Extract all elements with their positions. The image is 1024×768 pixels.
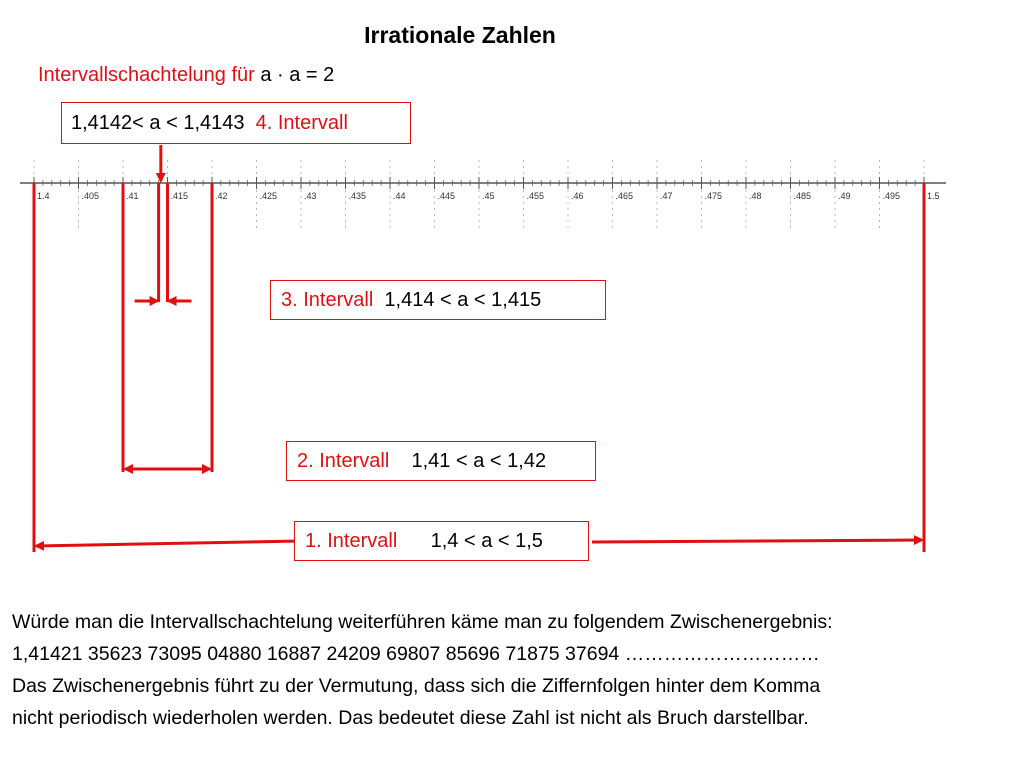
interval-1-left-arrow: [36, 541, 300, 546]
explanation-line-4: nicht periodisch wiederholen werden. Das bedeutet diese Zahl ist nicht als Bruch darstellbar.: [12, 707, 809, 729]
tick-label: .475: [704, 191, 723, 201]
tick-label: .445: [437, 191, 456, 201]
subtitle-formula: a · a = 2: [260, 64, 335, 86]
tick-label: 1.4: [37, 191, 50, 201]
tick-label: .435: [348, 191, 367, 201]
interval-1-box: [294, 521, 589, 561]
tick-label: .42: [215, 191, 228, 201]
page-title: Irrationale Zahlen: [364, 22, 556, 48]
interval-4-box: [61, 102, 411, 144]
tick-label: .425: [259, 191, 278, 201]
tick-label: .43: [304, 191, 317, 201]
interval-1-right-arrow: [592, 540, 922, 542]
interval-2-range: 1,41 < a < 1,42: [411, 450, 547, 472]
tick-label: .455: [526, 191, 545, 201]
tick-label: .47: [660, 191, 673, 201]
tick-label: .405: [81, 191, 100, 201]
tick-label: .485: [793, 191, 812, 201]
tick-label: .46: [571, 191, 584, 201]
tick-label: .415: [170, 191, 189, 201]
interval-1-label: 1. Intervall: [305, 530, 398, 552]
interval-brackets: [34, 145, 924, 552]
tick-label: .48: [749, 191, 762, 201]
tick-label: .44: [393, 191, 406, 201]
tick-label: .495: [882, 191, 901, 201]
interval-3-label: 3. Intervall: [281, 289, 374, 311]
tick-label: .465: [615, 191, 634, 201]
interval-3-range: 1,414 < a < 1,415: [384, 289, 542, 311]
interval-1-range: 1,4 < a < 1,5: [430, 530, 543, 552]
interval-4-range: 1,4142< a < 1,4143: [71, 112, 245, 134]
interval-2-box: [286, 441, 596, 481]
interval-4-label: 4. Intervall: [255, 112, 348, 134]
explanation-line-3: Das Zwischenergebnis führt zu der Vermutung, dass sich die Ziffernfolgen hinter dem Komma: [12, 675, 821, 697]
interval-3-box: [270, 280, 606, 320]
subtitle-label: Intervallschachtelung für: [38, 64, 255, 86]
explanation-line-1: Würde man die Intervallschachtelung weiterführen käme man zu folgendem Zwischenergebnis:: [12, 611, 833, 633]
tick-label: .45: [482, 191, 495, 201]
tick-label: 1.5: [927, 191, 940, 201]
tick-label: .49: [838, 191, 851, 201]
explanation-text: [12, 606, 1022, 734]
tick-label: .41: [126, 191, 139, 201]
interval-2-label: 2. Intervall: [297, 450, 390, 472]
explanation-line-2: 1,41421 35623 73095 04880 16887 24209 69807 85696 71875 37694 …………………………: [12, 643, 820, 665]
